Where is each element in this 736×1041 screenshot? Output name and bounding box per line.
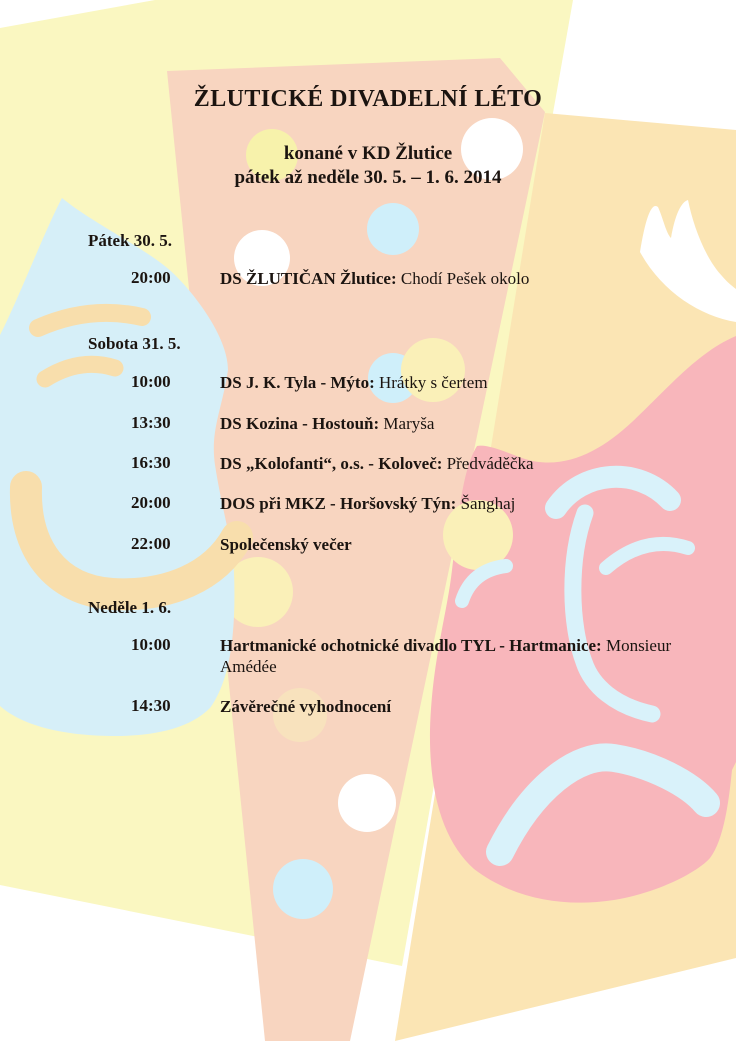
event-play-title: Monsieur Amédée bbox=[220, 636, 672, 676]
event-description bbox=[220, 696, 682, 717]
event-group: DS „Kolofanti“, o.s. - Koloveč: bbox=[220, 454, 443, 473]
event-time: 10:00 bbox=[131, 635, 171, 654]
day-header-sunday: Neděle 1. 6. bbox=[88, 598, 172, 617]
event-description bbox=[220, 268, 682, 289]
confetti-circle-icon bbox=[338, 774, 396, 832]
event-time: 14:30 bbox=[131, 696, 171, 715]
event-play-title: Maryša bbox=[383, 414, 435, 433]
event-description bbox=[220, 372, 682, 393]
event-time: 13:30 bbox=[131, 413, 171, 432]
event-group: DS Kozina - Hostouň: bbox=[220, 414, 380, 433]
poster-subtitle-venue: konané v KD Žlutice bbox=[283, 143, 453, 164]
event-group: DS J. K. Tyla - Mýto: bbox=[220, 373, 375, 392]
event-time: 22:00 bbox=[131, 534, 171, 553]
poster-subtitle-dates: pátek až neděle 30. 5. – 1. 6. 2014 bbox=[234, 167, 502, 188]
event-group: DS ŽLUTIČAN Žlutice: bbox=[220, 269, 397, 288]
event-play-title: Předváděčka bbox=[446, 454, 534, 473]
event-description bbox=[220, 453, 682, 474]
poster-title: ŽLUTICKÉ DIVADELNÍ LÉTO bbox=[193, 86, 543, 112]
confetti-circle-icon bbox=[273, 859, 333, 919]
event-group: DOS při MKZ - Horšovský Týn: bbox=[220, 494, 457, 513]
event-time: 10:00 bbox=[131, 372, 171, 391]
event-description bbox=[220, 413, 682, 434]
day-header-friday: Pátek 30. 5. bbox=[88, 231, 173, 250]
event-time: 20:00 bbox=[131, 493, 171, 512]
event-description bbox=[220, 493, 682, 514]
event-group: Společenský večer bbox=[220, 535, 352, 554]
confetti-circle-icon bbox=[367, 203, 419, 255]
event-group: Hartmanické ochotnické divadlo TYL - Hartmanice: bbox=[220, 636, 602, 655]
event-play-title: Hrátky s čertem bbox=[378, 373, 488, 392]
event-time: 16:30 bbox=[131, 453, 171, 472]
day-header-saturday: Sobota 31. 5. bbox=[88, 334, 181, 353]
event-play-title: Chodí Pešek okolo bbox=[400, 269, 530, 288]
event-description bbox=[220, 534, 682, 555]
event-description bbox=[220, 635, 682, 677]
event-play-title: Šanghaj bbox=[460, 494, 516, 513]
event-group: Závěrečné vyhodnocení bbox=[220, 697, 392, 716]
event-time: 20:00 bbox=[131, 268, 171, 287]
